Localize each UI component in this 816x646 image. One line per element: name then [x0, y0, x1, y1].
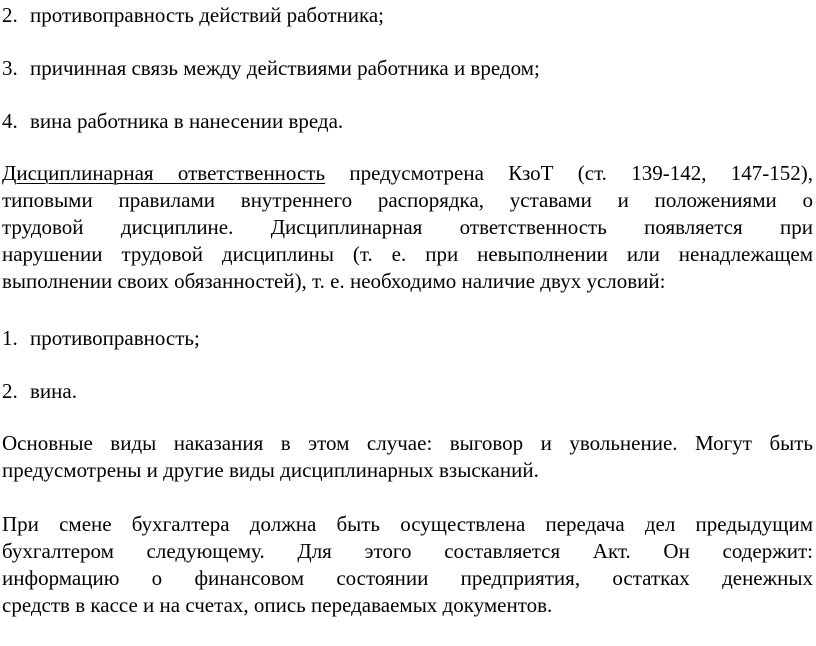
paragraph-line: бухгалтером следующему. Для этого составляется Акт. Он содержит:: [2, 539, 813, 563]
paragraph-punishments: [2, 430, 813, 484]
list-number: 3.: [2, 56, 18, 80]
paragraph-line: При смене бухгалтера должна быть осуществлена передача дел предыдущим: [2, 512, 813, 536]
list-text: противоправность;: [30, 326, 200, 350]
list-item: [2, 108, 343, 135]
paragraph-line: информацию о финансовом состоянии предприятия, остатках денежных: [2, 566, 813, 590]
list-number: 2.: [2, 3, 18, 27]
paragraph-line: нарушении трудовой дисциплины (т. е. при невыполнении или ненадлежащем: [2, 242, 813, 266]
paragraph-line: трудовой дисциплине. Дисциплинарная ответственность появляется при: [2, 215, 813, 239]
paragraph-disciplinary: [2, 160, 813, 295]
paragraph-line-rest: предусмотрена КзоТ (ст. 139-142, 147-152),: [325, 161, 813, 185]
paragraph-line: [2, 160, 813, 187]
list-item: [2, 325, 200, 352]
list-number: 2.: [2, 379, 18, 403]
list-item: [2, 2, 384, 29]
paragraph-line: Основные виды наказания в этом случае: выговор и увольнение. Могут быть: [2, 431, 813, 455]
paragraph-accountant-handover: [2, 511, 813, 619]
underlined-term: Дисциплинарная ответственность: [2, 161, 326, 185]
list-number: 4.: [2, 109, 18, 133]
paragraph-line: типовыми правилами внутреннего распорядка, уставами и положениями о: [2, 188, 813, 212]
paragraph-line: средств в кассе и на счетах, опись передаваемых документов.: [2, 593, 553, 617]
paragraph-line: выполнении своих обязанностей), т. е. необходимо наличие двух условий:: [2, 269, 666, 293]
list-item: [2, 55, 540, 82]
list-text: вина работника в нанесении вреда.: [30, 109, 344, 133]
list-item: [2, 378, 77, 405]
list-text: противоправность действий работника;: [30, 3, 385, 27]
list-text: причинная связь между действиями работника и вредом;: [30, 56, 540, 80]
list-text: вина.: [30, 379, 77, 403]
list-number: 1.: [2, 326, 18, 350]
paragraph-line: предусмотрены и другие виды дисциплинарных взысканий.: [2, 458, 539, 482]
